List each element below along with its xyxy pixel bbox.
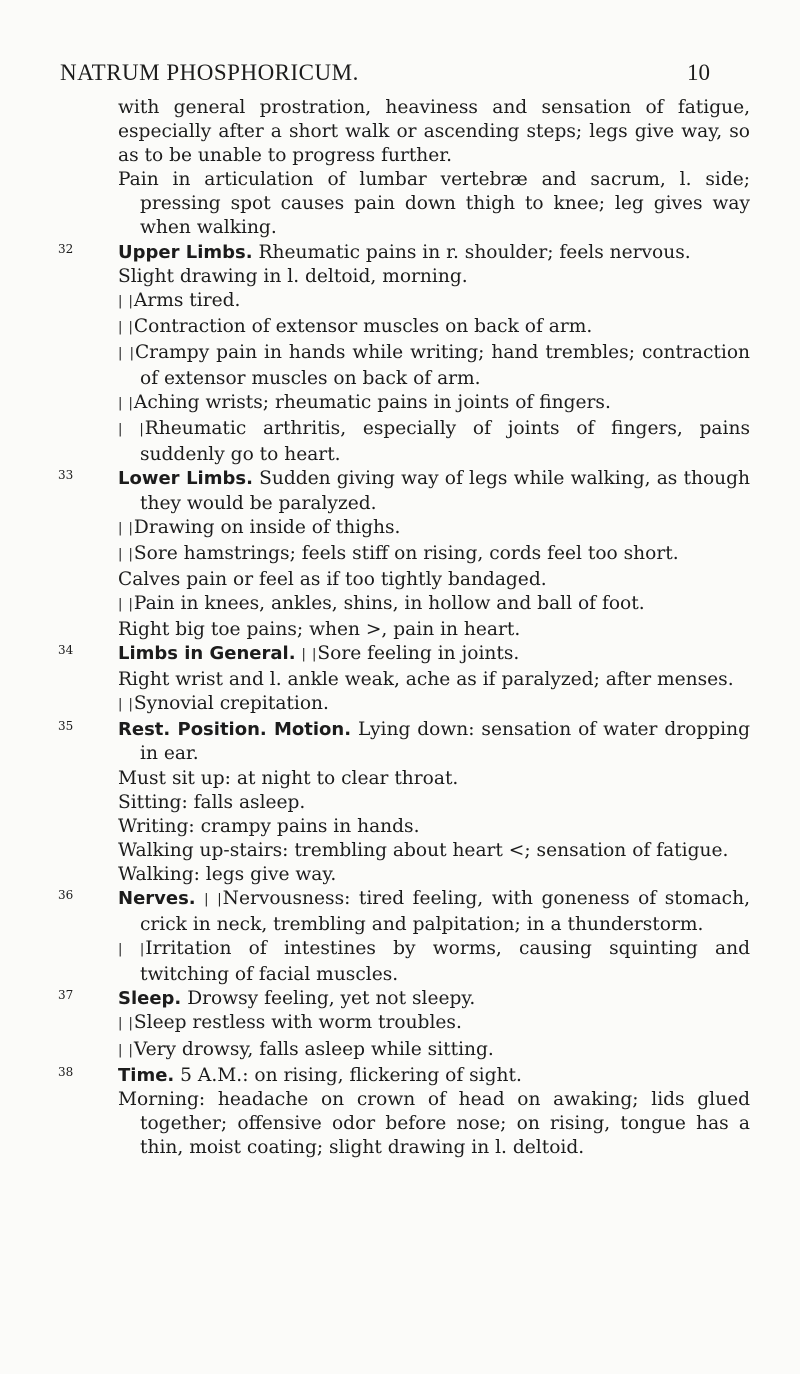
running-head: NATRUM PHOSPHORICUM. [60,60,359,85]
paragraph: Walking up-stairs: trembling about heart <; sensation of fatigue. [118,839,729,861]
section-text: Sudden giving way of legs while walking, as though they would be paralyzed. [140,468,751,514]
marked-entry: | |Aching wrists; rheumatic pains in joints of fingers. [118,392,611,414]
paragraph: Must sit up: at night to clear throat. [118,767,459,789]
page-header [60,60,710,90]
bar-marker: | | [204,892,223,907]
paragraph: Walking: legs give way. [118,863,337,885]
bar-marker: | | [118,319,134,335]
bar-marker: | | [118,520,134,536]
marked-entry: | |Arms tired. [118,289,241,311]
paragraph: Calves pain or feel as if too tightly bandaged. [118,568,547,590]
section-heading: Sleep. [118,988,182,1010]
bar-marker: | | [118,345,135,361]
marked-entry: | |Contraction of extensor muscles on back of arm. [118,315,593,337]
marked-entry: | |Sleep restless with worm troubles. [118,1012,462,1034]
page-number: 10 [687,60,710,85]
marked-entry: | |Synovial crepitation. [118,693,329,715]
marked-entry: | |Irritation of intestines by worms, causing squinting and twitching of facial muscles. [118,938,750,986]
bar-marker: | | [118,596,134,612]
section-heading: Upper Limbs. [118,241,253,263]
bar-marker: | | [118,697,134,713]
paragraph: Slight drawing in l. deltoid, morning. [118,265,468,287]
paragraph: with general prostration, heaviness and sensation of fatigue, especially after a short walk or ascending steps; legs give way, so as to be unable to progress further. [118,97,750,167]
section-text: Rheumatic pains in r. shoulder; feels nervous. [258,241,691,263]
marked-entry: | |Pain in knees, ankles, shins, in hollow and ball of foot. [118,592,645,614]
marked-entry: | |Rheumatic arthritis, especially of joints of fingers, pains suddenly go to heart. [118,418,750,466]
paragraph: Writing: crampy pains in hands. [118,815,420,837]
section-text: Nervousness: tired feeling, with goneness of stomach, crick in neck, trembling and palpitation; in a thunderstorm. [140,888,750,936]
bar-marker: | | [118,1016,134,1032]
section-38: 38 Time. 5 A.M.: on rising, flickering of sight. [58,1064,522,1086]
bar-marker: | | [118,422,145,438]
section-heading: Limbs in General. [118,643,296,665]
section-heading: Nerves. [118,888,196,909]
section-heading: Time. [118,1064,175,1086]
bar-marker: | | [301,647,318,663]
marked-entry: | |Very drowsy, falls asleep while sitting. [118,1038,494,1060]
section-text: Drowsy feeling, yet not sleepy. [187,988,476,1010]
section-text: Sore feeling in joints. [317,643,520,665]
paragraph: Right big toe pains; when >, pain in heart. [118,618,521,640]
paragraph: Sitting: falls asleep. [118,791,306,813]
section-heading: Rest. Position. Motion. [118,719,352,741]
page-body [58,96,751,1160]
paragraph: Pain in articulation of lumbar vertebræ and sacrum, l. side; pressing spot causes pain down thigh to knee; leg gives way when walking. [118,169,750,239]
section-35: 35 Rest. Position. Motion. Lying down: sensation of water dropping in ear. [58,719,750,765]
section-34: 34 Limbs in General. | |Sore feeling in joints. [58,643,520,665]
section-text: 5 A.M.: on rising, flickering of sight. [180,1064,522,1086]
marked-entry: | |Sore hamstrings; feels stiff on rising, cords feel too short. [118,542,679,564]
section-text: Lying down: sensation of water dropping in ear. [140,719,750,765]
bar-marker: | | [118,396,134,412]
paragraph: Right wrist and l. ankle weak, ache as if paralyzed; after menses. [118,669,734,691]
section-33: 33 Lower Limbs. Sudden giving way of legs while walking, as though they would be paralyzed. [58,468,751,514]
section-heading: Lower Limbs. [118,468,253,490]
bar-marker: | | [118,546,134,562]
section-32: 32 Upper Limbs. Rheumatic pains in r. shoulder; feels nervous. [58,241,691,263]
marked-entry: | |Crampy pain in hands while writing; hand trembles; contraction of extensor muscles on back of arm. [118,341,750,390]
bar-marker: | | [118,1042,134,1058]
section-37: 37 Sleep. Drowsy feeling, yet not sleepy. [58,988,476,1010]
marked-entry: | |Drawing on inside of thighs. [118,516,401,538]
bar-marker: | | [118,293,134,309]
section-36: 36 Nerves. | |Nervousness: tired feeling, with goneness of stomach, crick in neck, trembling and palpitation; in a thunderstorm. [58,888,750,936]
bar-marker: | | [118,942,146,958]
paragraph: Morning: headache on crown of head on awaking; lids glued together; offensive odor before nose; on rising, tongue has a thin, moist coating; slight drawing in l. deltoid. [118,1088,750,1158]
